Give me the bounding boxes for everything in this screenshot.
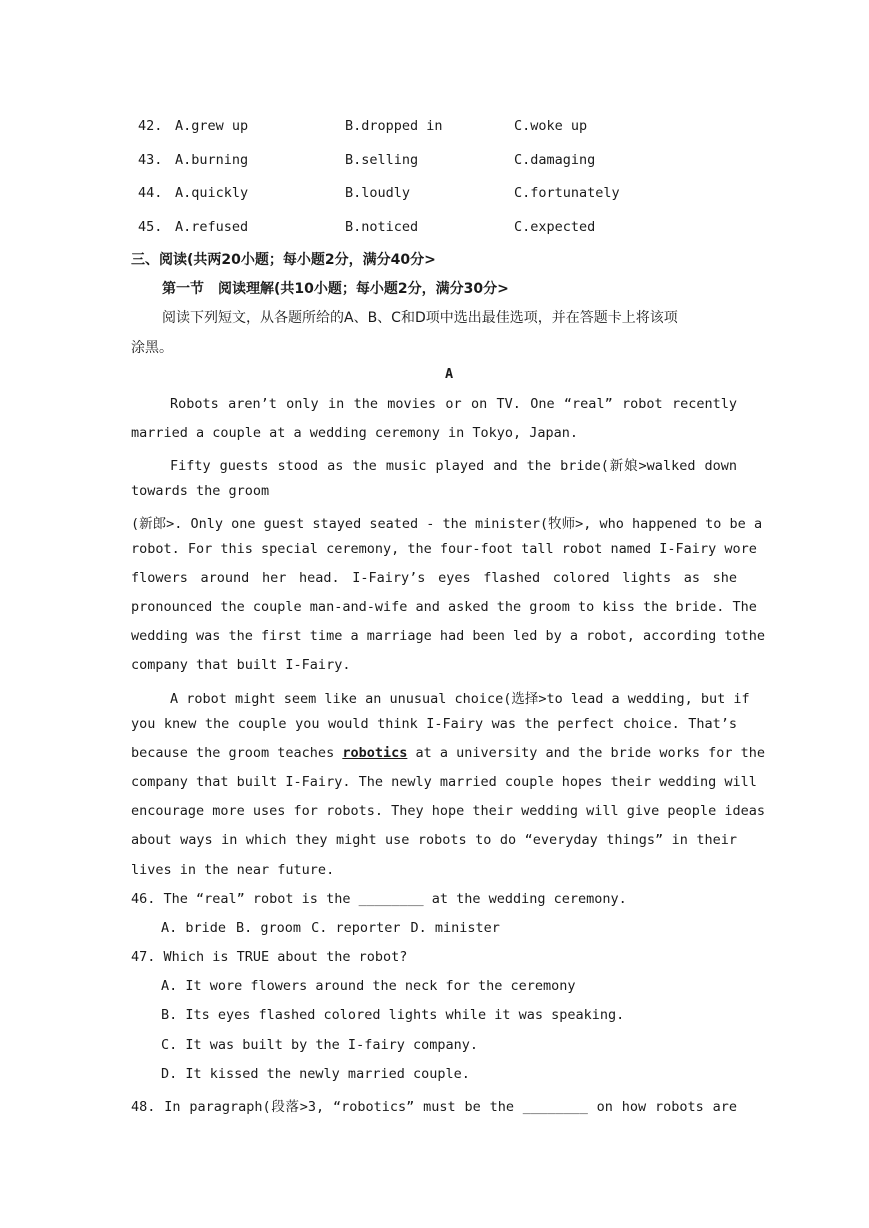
option-c: C.damaging <box>514 152 596 168</box>
question-number: 43. <box>138 152 163 168</box>
option-c: C.fortunately <box>514 185 620 201</box>
option-d: D. minister <box>410 920 500 936</box>
question-46-options <box>161 920 510 936</box>
option-a: A. bride <box>161 920 227 936</box>
passage-line: married a couple at a wedding ceremony in Tokyo, Japan. <box>131 425 579 441</box>
question-47-option-d: D. It kissed the newly married couple. <box>161 1066 470 1082</box>
passage-line: flowers around her head. I-Fairy’s eyes flashed colored lights as she <box>131 570 737 586</box>
passage-line: pronounced the couple man-and-wife and asked the groom to kiss the bride. The <box>131 599 757 615</box>
passage-line: A robot might seem like an unusual choice(选择>to lead a wedding, but if <box>170 691 750 707</box>
passage-line: you knew the couple you would think I-Fairy was the perfect choice. That’s <box>131 716 737 732</box>
option-a: A.refused <box>175 219 249 235</box>
passage-line: company that built I-Fairy. <box>131 657 351 673</box>
question-47-option-b: B. Its eyes flashed colored lights while it was speaking. <box>161 1007 625 1023</box>
option-c: C.expected <box>514 219 596 235</box>
option-row-43 <box>138 152 738 172</box>
passage-line: Fifty guests stood as the music played and the bride(新娘>walked down <box>170 458 737 474</box>
option-a: A.grew up <box>175 118 249 134</box>
option-row-45 <box>138 219 738 239</box>
passage-text: because the groom teaches <box>131 745 343 761</box>
question-number: 45. <box>138 219 163 235</box>
option-b: B.noticed <box>345 219 419 235</box>
option-b: B.selling <box>345 152 419 168</box>
question-46-stem: 46. The “real” robot is the ________ at the wedding ceremony. <box>131 891 627 907</box>
question-47-stem: 47. Which is TRUE about the robot? <box>131 949 408 965</box>
passage-line: about ways in which they might use robots to do “everyday things” in their <box>131 832 737 848</box>
option-c: C. reporter <box>311 920 401 936</box>
passage-text: at a university and the bride works for the <box>407 745 765 761</box>
passage-line: Robots aren’t only in the movies or on TV. One “real” robot recently <box>170 396 737 412</box>
passage-line: towards the groom <box>131 483 270 499</box>
option-a: A.quickly <box>175 185 249 201</box>
instructions-line-1: 阅读下列短文，从各题所给的A、B、C和D项中选出最佳选项，并在答题卡上将该项 <box>162 310 678 326</box>
option-row-42 <box>138 118 738 138</box>
passage-title: A <box>445 366 454 382</box>
passage-line: (新郎>. Only one guest stayed seated - the minister(牧师>, who happened to be a <box>131 516 763 532</box>
question-number: 42. <box>138 118 163 134</box>
part-heading: 第一节 阅读理解(共10小题；每小题2分，满分30分> <box>162 281 509 297</box>
option-c: C.woke up <box>514 118 588 134</box>
passage-line-with-keyword <box>131 745 765 765</box>
instructions-line-2: 涂黑。 <box>131 340 173 356</box>
passage-line: company that built I-Fairy. The newly married couple hopes their wedding will <box>131 774 757 790</box>
question-47-option-c: C. It was built by the I-fairy company. <box>161 1037 478 1053</box>
passage-line: encourage more uses for robots. They hope their wedding will give people ideas <box>131 803 765 819</box>
passage-line: lives in the near future. <box>131 862 335 878</box>
keyword-robotics: robotics <box>342 745 408 761</box>
option-a: A.burning <box>175 152 249 168</box>
question-number: 44. <box>138 185 163 201</box>
option-b: B.loudly <box>345 185 411 201</box>
question-48-stem: 48. In paragraph(段落>3, “robotics” must be the ________ on how robots are <box>131 1099 737 1115</box>
section-heading: 三、阅读(共两20小题；每小题2分，满分40分> <box>131 252 436 268</box>
question-47-option-a: A. It wore flowers around the neck for the ceremony <box>161 978 576 994</box>
option-b: B. groom <box>236 920 302 936</box>
option-row-44 <box>138 185 738 205</box>
passage-line: wedding was the first time a marriage had been led by a robot, according tothe <box>131 628 765 644</box>
option-b: B.dropped in <box>345 118 443 134</box>
passage-line: robot. For this special ceremony, the four-foot tall robot named I-Fairy wore <box>131 541 757 557</box>
